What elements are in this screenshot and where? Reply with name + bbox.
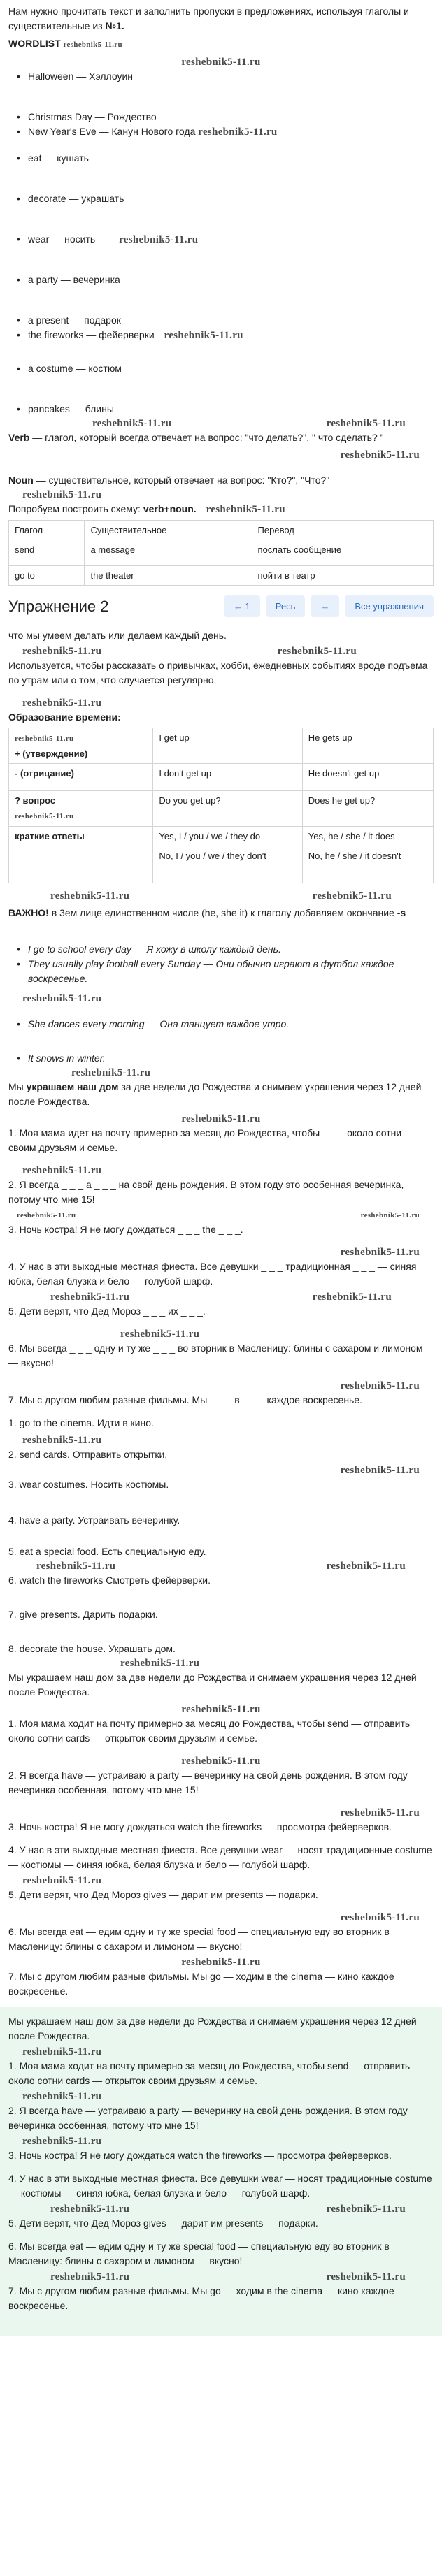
- wordlist-item: • a party — вечеринка: [17, 273, 434, 313]
- tense-negative-label: - (отрицание): [15, 768, 74, 779]
- watermark: reshebnik5-11.ru: [120, 1328, 200, 1340]
- watermark: reshebnik5-11.ru: [22, 1434, 102, 1446]
- watermark: reshebnik5-11.ru: [326, 417, 406, 429]
- watermark: reshebnik5-11.ru: [181, 56, 261, 68]
- watermark: reshebnik5-11.ru: [15, 812, 74, 820]
- intro-number: №1.: [105, 20, 124, 31]
- nav-buttons: [224, 595, 434, 617]
- watermark: reshebnik5-11.ru: [22, 2135, 102, 2147]
- pair-item: 3. wear costumes. Носить костюмы.: [8, 1479, 169, 1490]
- table-cell: Yes, I / you / we / they do: [153, 827, 302, 846]
- noun-text: — существительное, который отвечает на вопрос: "Кто?", "Что?": [33, 475, 330, 486]
- wordlist-item: • a present — подарок: [17, 313, 434, 328]
- noun-term: Noun: [8, 475, 34, 486]
- noun-definition: [8, 473, 434, 488]
- watermark: reshebnik5-11.ru: [120, 1657, 200, 1669]
- answer-item: 7. Мы с другом любим разные фильмы. Мы go — ходим в the cinema — кино каждое воскресенье.: [8, 1971, 394, 1997]
- table-cell: послать сообщение: [252, 540, 433, 566]
- watermark: reshebnik5-11.ru: [15, 735, 74, 743]
- important-text: в 3ем лице единственном числе (he, she it) к глаголу добавляем окончание: [48, 907, 397, 918]
- important-label: ВАЖНО!: [8, 907, 49, 918]
- table-cell: a message: [85, 540, 252, 566]
- wordlist-item-text: the fireworks — фейерверки: [28, 329, 155, 340]
- watermark: reshebnik5-11.ru: [22, 992, 102, 1004]
- watermark: reshebnik5-11.ru: [50, 2271, 130, 2282]
- wordlist: [8, 69, 434, 417]
- examples-list: [8, 1017, 434, 1066]
- table-header: Существительное: [85, 521, 252, 540]
- try-build: [8, 502, 434, 517]
- pair-item: 8. decorate the house. Украшать дом.: [8, 1643, 176, 1654]
- intro-paragraph: [8, 4, 434, 34]
- example-item: • I go to school every day — Я хожу в школу каждый день.: [17, 942, 434, 957]
- wordlist-item: [17, 328, 434, 361]
- wordlist-item: • a costume — костюм: [17, 361, 434, 402]
- verb-text: — глагол, который всегда отвечает на вопрос: "что делать?", " что сделать? ": [29, 432, 384, 443]
- answers-box: [0, 2007, 442, 2336]
- answer-item: 4. У нас в эти выходные местная фиеста. Все девушки wear — носят традиционные costume — костюмы — синяя юбка, белая блузка и бело — голубой шарф.: [8, 1844, 432, 1870]
- wordlist-item: [17, 232, 434, 273]
- table-row: [9, 846, 434, 883]
- pair-item: 7. give presents. Дарить подарки.: [8, 1609, 158, 1620]
- try-build-text: Попробуем построить схему:: [8, 503, 143, 514]
- answers-box-item: 6. Мы всегда eat — едим одну и ту же special food — специальную еду во вторник в Масленицу: блины с сахаром и лимоном — вкусно!: [8, 2241, 390, 2266]
- important-note: [8, 903, 434, 922]
- important-ending: -s: [397, 907, 406, 918]
- wordlist-item-text: New Year's Eve — Канун Нового года: [28, 126, 196, 137]
- wordlist-item-text: wear — носить: [28, 233, 96, 245]
- watermark: reshebnik5-11.ru: [340, 1464, 420, 1476]
- task-item: 3. Ночь костра! Я не могу дождаться _ _ _ the _ _ _.: [8, 1224, 243, 1235]
- tense-short-answers-label: краткие ответы: [15, 831, 85, 841]
- table-row: [9, 566, 434, 586]
- answers-box-item: 1. Моя мама ходит на почту примерно за месяц до Рождества, чтобы send — отправить около сотни cards — открыток своим друзьям и семье.: [8, 2060, 411, 2086]
- table-cell: He gets up: [302, 728, 433, 764]
- wordlist-item: • eat — кушать: [17, 151, 434, 191]
- task-item: 7. Мы с другом любим разные фильмы. Мы _ _ _ в _ _ _ каждое воскресенье.: [8, 1394, 363, 1405]
- watermark: reshebnik5-11.ru: [50, 890, 130, 902]
- table-cell: the theater: [85, 566, 252, 586]
- watermark: reshebnik5-11.ru: [119, 234, 199, 245]
- watermark: reshebnik5-11.ru: [22, 697, 102, 709]
- example-item: • They usually play football every Sunday — Они обычно играют в футбол каждое воскресенье.: [17, 957, 434, 986]
- formation-label: [8, 710, 434, 725]
- answers-box-lead: Мы украшаем наш дом за две недели до Рождества и снимаем украшения через 12 дней после Рождества.: [8, 2016, 417, 2041]
- watermark: reshebnik5-11.ru: [50, 2203, 130, 2215]
- watermark: reshebnik5-11.ru: [340, 1380, 420, 1391]
- table-cell: Do you get up?: [153, 791, 302, 827]
- pair-item: 5. eat a special food. Есть специальную еду.: [8, 1546, 206, 1557]
- table-row: [9, 540, 434, 566]
- table-header: Перевод: [252, 521, 433, 540]
- table-cell: send: [9, 540, 85, 566]
- task-lead-b: украшаем наш дом: [26, 1081, 119, 1092]
- watermark: reshebnik5-11.ru: [36, 1560, 116, 1572]
- task-item: 4. У нас в эти выходные местная фиеста. Все девушки _ _ _ традиционная _ _ _ — синяя юбка, белая блузка и бело — голубой шарф.: [8, 1261, 417, 1287]
- examples-list: [8, 942, 434, 986]
- tense-affirmative-label: + (утверждение): [15, 748, 88, 759]
- try-build-formula: verb+noun.: [143, 503, 197, 514]
- task-item: 5. Дети верят, что Дед Мороз _ _ _ их _ _ _.: [8, 1305, 206, 1317]
- answers-box-item: 2. Я всегда have — устраиваю a party — вечеринку на свой день рождения. В этом году вечеринка особенная, потому что мне 15!: [8, 2105, 408, 2131]
- page: [0, 4, 442, 2336]
- table-row: [9, 728, 434, 764]
- watermark: reshebnik5-11.ru: [360, 1210, 420, 1220]
- table-cell: He doesn't get up: [302, 764, 433, 791]
- table-row: [9, 791, 434, 827]
- example-item: • It snows in winter.: [17, 1051, 434, 1066]
- task-lead-a: Мы: [8, 1081, 27, 1092]
- section2-p2: Используется, чтобы рассказать о привычках, хобби, ежедневных событиях вроде подъема по утрам или о том, что случается регулярно.: [8, 660, 428, 686]
- pair-item: 6. watch the fireworks Смотреть фейерверки.: [8, 1575, 211, 1586]
- task-lead-c: за две недели до Рождества и снимаем украшения через 12 дней после Рождества.: [8, 1081, 422, 1107]
- formation-label-text: Образование времени:: [8, 711, 121, 723]
- resh-button[interactable]: Ресь: [266, 595, 306, 617]
- table-cell: [9, 791, 153, 827]
- table-row: [9, 764, 434, 791]
- tense-table: [8, 728, 434, 883]
- watermark: reshebnik5-11.ru: [22, 2046, 102, 2057]
- watermark: reshebnik5-11.ru: [312, 1291, 392, 1303]
- prev-exercise-button[interactable]: ← 1: [224, 595, 260, 617]
- watermark: reshebnik5-11.ru: [164, 330, 243, 341]
- section2-p1: [8, 628, 434, 643]
- example-item: • She dances every morning — Она танцует каждое утро.: [17, 1017, 434, 1032]
- table-header: Глагол: [9, 521, 85, 540]
- watermark: reshebnik5-11.ru: [92, 417, 172, 429]
- table-cell: go to: [9, 566, 85, 586]
- watermark: reshebnik5-11.ru: [312, 890, 392, 902]
- answer-item: 1. Моя мама ходит на почту примерно за месяц до Рождества, чтобы send — отправить около сотни cards — открыток своим друзьям и семье.: [8, 1718, 411, 1744]
- tense-question-label: ? вопрос: [15, 795, 56, 806]
- table-cell: I don't get up: [153, 764, 302, 791]
- watermark: reshebnik5-11.ru: [22, 1874, 102, 1886]
- verb-term: Verb: [8, 432, 30, 443]
- table-header-row: [9, 521, 434, 540]
- watermark: reshebnik5-11.ru: [340, 1246, 420, 1258]
- answers-box-item: 5. Дети верят, что Дед Мороз gives — дарит им presents — подарки.: [8, 2217, 318, 2229]
- task-item: 2. Я всегда _ _ _ а _ _ _ на свой день рождения. В этом году это особенная вечеринка, потому что мне 15!: [8, 1179, 404, 1205]
- table-cell: Does he get up?: [302, 791, 433, 827]
- watermark: reshebnik5-11.ru: [340, 449, 420, 461]
- table-cell: [9, 764, 153, 791]
- watermark: reshebnik5-11.ru: [340, 1911, 420, 1923]
- watermark: reshebnik5-11.ru: [71, 1066, 151, 1078]
- watermark: reshebnik5-11.ru: [198, 126, 278, 138]
- task-lead: [8, 1080, 434, 1109]
- wordlist-label: WORDLIST: [8, 38, 61, 49]
- wordlist-item: • decorate — украшать: [17, 191, 434, 232]
- exercise-navbar: [8, 595, 434, 617]
- wordlist-item: • Christmas Day — Рождество: [17, 110, 434, 124]
- watermark: reshebnik5-11.ru: [181, 1956, 261, 1968]
- table-cell: Yes, he / she / it does: [302, 827, 433, 846]
- answers-box-item: 4. У нас в эти выходные местная фиеста. Все девушки wear — носят традиционные costume — костюмы — синяя юбка, белая блузка и бело — голубой шарф.: [8, 2173, 432, 2199]
- watermark: reshebnik5-11.ru: [22, 645, 102, 657]
- watermark: reshebnik5-11.ru: [22, 489, 102, 500]
- pair-item: 4. have a party. Устраивать вечеринку.: [8, 1514, 180, 1526]
- intro-text: Нам нужно прочитать текст и заполнить пропуски в предложениях, используя глаголы и существительные из: [8, 6, 409, 31]
- table-cell: [9, 846, 153, 883]
- task-item: 1. Моя мама идет на почту примерно за месяц до Рождества, чтобы _ _ _ около сотни _ _ _ своим друзьям и семье.: [8, 1127, 427, 1153]
- answer-item: 2. Я всегда have — устраиваю a party — вечеринку на свой день рождения. В этом году вечеринка особенная, потому что мне 15!: [8, 1770, 408, 1795]
- answer-item: 6. Мы всегда eat — едим одну и ту же special food — специальную еду во вторник в Масленицу: блины с сахаром и лимоном — вкусно!: [8, 1926, 390, 1952]
- wordlist-item: [17, 124, 434, 151]
- answers-box-item: 7. Мы с другом любим разные фильмы. Мы go — ходим в the cinema — кино каждое воскресенье.: [8, 2285, 394, 2311]
- watermark: reshebnik5-11.ru: [326, 2271, 406, 2282]
- wordlist-item: • Halloween — Хэллоуин: [17, 69, 434, 110]
- watermark: reshebnik5-11.ru: [17, 1210, 76, 1220]
- watermark: reshebnik5-11.ru: [181, 1703, 261, 1715]
- watermark: reshebnik5-11.ru: [326, 2203, 406, 2215]
- wordlist-item: • pancakes — блины: [17, 402, 434, 417]
- section2-p1-text: что мы умеем делать или делаем каждый день.: [8, 630, 227, 641]
- watermark: reshebnik5-11.ru: [63, 41, 122, 49]
- watermark: reshebnik5-11.ru: [326, 1560, 406, 1572]
- verb-noun-table: [8, 520, 434, 586]
- watermark: reshebnik5-11.ru: [181, 1755, 261, 1767]
- watermark: reshebnik5-11.ru: [22, 2090, 102, 2102]
- table-cell: No, I / you / we / they don't: [153, 846, 302, 883]
- watermark: reshebnik5-11.ru: [340, 1807, 420, 1818]
- answer-item: 3. Ночь костра! Я не могу дождаться watch the fireworks — просмотра фейерверков.: [8, 1821, 392, 1832]
- watermark: reshebnik5-11.ru: [22, 1164, 102, 1176]
- answers-lead: Мы украшаем наш дом за две недели до Рождества и снимаем украшения через 12 дней после Рождества.: [8, 1672, 417, 1698]
- table-cell: пойти в театр: [252, 566, 433, 586]
- watermark: reshebnik5-11.ru: [181, 1113, 261, 1124]
- pair-item: 1. go to the cinema. Идти в кино.: [8, 1417, 154, 1428]
- wordlist-heading: [8, 36, 434, 52]
- watermark: reshebnik5-11.ru: [206, 504, 285, 515]
- answer-item: 5. Дети верят, что Дед Мороз gives — дарит им presents — подарки.: [8, 1889, 318, 1900]
- next-exercise-button[interactable]: →: [311, 595, 339, 617]
- all-exercises-button[interactable]: Все упражнения: [345, 595, 434, 617]
- table-cell: I get up: [153, 728, 302, 764]
- table-cell: No, he / she / it doesn't: [302, 846, 433, 883]
- pair-item: 2. send cards. Отправить открытки.: [8, 1449, 168, 1460]
- answers-box-item: 3. Ночь костра! Я не могу дождаться watch the fireworks — просмотра фейерверков.: [8, 2150, 392, 2161]
- table-cell: [9, 827, 153, 846]
- exercise-title: Упражнение 2: [8, 598, 109, 615]
- watermark: reshebnik5-11.ru: [50, 1291, 130, 1303]
- table-cell: [9, 728, 153, 764]
- table-row: [9, 827, 434, 846]
- watermark: reshebnik5-11.ru: [277, 645, 357, 657]
- task-item: 6. Мы всегда _ _ _ одну и ту же _ _ _ во вторник в Масленицу: блины с сахаром и лимоном — вкусно!: [8, 1343, 423, 1368]
- verb-definition: [8, 430, 434, 445]
